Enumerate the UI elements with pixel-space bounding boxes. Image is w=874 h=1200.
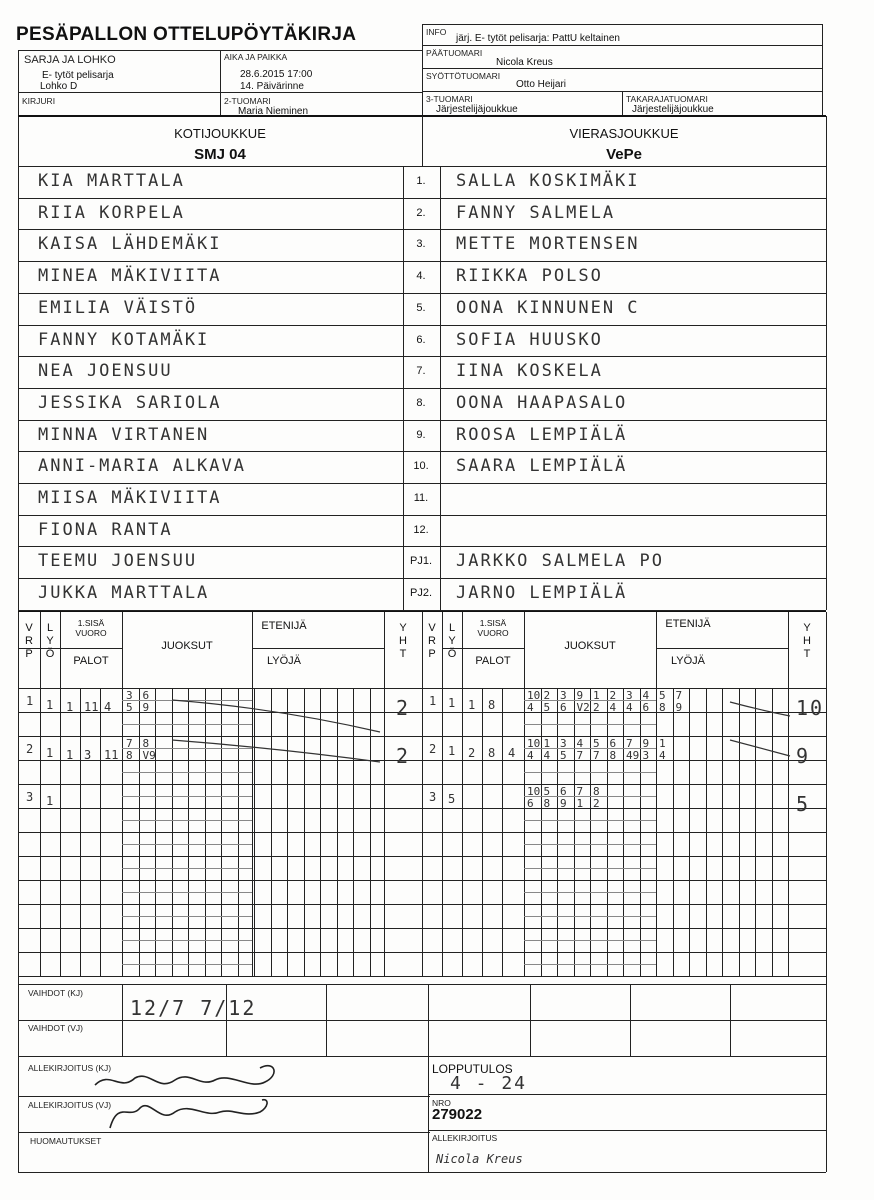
run-top-away: 2 <box>609 689 617 702</box>
run-top-away: 5 <box>543 785 551 798</box>
run-top-away: 10 <box>527 785 541 798</box>
footer-grid-line <box>428 1094 826 1095</box>
inning-c2-away: 8 <box>488 698 496 712</box>
huomautukset-label: HUOMAUTUKSET <box>30 1136 102 1146</box>
nro-value: 279022 <box>432 1106 483 1123</box>
header-yht: Y H T <box>399 622 407 660</box>
allekirjoitus-kj-label: ALLEKIRJOITUS (KJ) <box>28 1063 112 1073</box>
run-bottom-away: 8 <box>543 797 551 810</box>
header-etenija: ETENIJÄ <box>261 620 307 632</box>
inning-number-away: 1 <box>429 694 437 708</box>
run-bottom-away: 7 <box>576 749 584 762</box>
run-bottom-away: 8 <box>659 701 666 714</box>
run-bottom-away: 4 <box>527 701 534 714</box>
info-label: INFO <box>426 27 447 37</box>
roster-num: 5. <box>416 301 426 314</box>
inning-c3: 11 <box>104 748 119 762</box>
roster-away-name: RIIKKA POLSO <box>456 266 603 287</box>
run-top-away: 4 <box>576 737 584 750</box>
roster-away-name: OONA HAAPASALO <box>456 392 628 413</box>
date-value: 28.6.2015 17:00 <box>240 69 313 80</box>
run-top-away: 5 <box>593 737 600 750</box>
inning-c1: 1 <box>66 748 74 762</box>
run-bottom-away: 3 <box>642 749 650 762</box>
inning-total: 2 <box>396 696 411 720</box>
header-yht-away: Y H T <box>803 622 811 660</box>
roster-away-name: ROOSA LEMPIÄLÄ <box>456 424 628 445</box>
roster-home-name: EMILIA VÄISTÖ <box>38 297 198 318</box>
run-top-away: 9 <box>642 737 650 750</box>
run-top-away: 1 <box>659 737 666 750</box>
footer-grid-line <box>226 984 227 1056</box>
roster-away-name: OONA KINNUNEN C <box>456 297 640 318</box>
footer-grid-line <box>18 1056 826 1057</box>
header-lyo-away: L Y Ö <box>447 622 457 660</box>
run-bottom-away: 9 <box>560 797 567 810</box>
roster-num: 3. <box>416 238 426 251</box>
roster-away-name: IINA KOSKELA <box>456 361 603 382</box>
run-top-away: 7 <box>626 737 633 750</box>
inning-number: 2 <box>26 742 34 756</box>
tuomari2-value: Maria Nieminen <box>238 106 309 117</box>
strike-line <box>172 740 380 762</box>
header-lyoja-away: LYÖJÄ <box>670 655 706 667</box>
roster-num: PJ2. <box>409 587 432 600</box>
inning-c2-away: 8 <box>488 746 496 760</box>
roster-away-name: JARKKO SALMELA PO <box>456 551 664 572</box>
roster-num: 6. <box>416 333 426 346</box>
roster-num: 9. <box>416 428 426 441</box>
inning-batter: 1 <box>46 698 54 712</box>
header-juoksut-away: JUOKSUT <box>564 640 616 652</box>
allekirjoitus-label: ALLEKIRJOITUS <box>432 1133 498 1143</box>
inning-batter-away: 5 <box>448 792 456 806</box>
roster-away-name: FANNY SALMELA <box>456 202 616 223</box>
vaihdot-vj-label: VAIHDOT (VJ) <box>28 1023 83 1033</box>
run-top: 7 <box>126 737 133 750</box>
run-top-away: 10 <box>527 737 541 750</box>
inning-c2: 11 <box>84 700 99 714</box>
run-bottom: 9 <box>142 701 150 714</box>
lopputulos-label: LOPPUTULOS <box>432 1062 513 1076</box>
run-top-away: 9 <box>576 689 584 702</box>
inning-number-away: 3 <box>429 790 437 804</box>
run-bottom-away: 4 <box>626 701 633 714</box>
run-top: 8 <box>142 737 150 750</box>
inning-c1: 1 <box>66 700 74 714</box>
roster-home-name: RIIA KORPELA <box>38 202 185 223</box>
roster-home-name: KAISA LÄHDEMÄKI <box>38 234 222 255</box>
run-top-away: 7 <box>675 689 683 702</box>
inning-batter: 1 <box>46 794 54 808</box>
sarja-label: SARJA JA LOHKO <box>24 54 116 66</box>
aika-label: AIKA JA PAIKKA <box>224 52 288 62</box>
run-top: 6 <box>142 689 150 702</box>
run-top-away: 6 <box>609 737 617 750</box>
run-bottom: V9 <box>142 749 156 762</box>
run-bottom-away: 4 <box>659 749 666 762</box>
footer-grid-line <box>428 1130 826 1131</box>
run-bottom-away: V2 <box>576 701 590 714</box>
roster-home-name: FIONA RANTA <box>38 519 173 540</box>
run-top-away: 10 <box>527 689 541 702</box>
header-sisa-away: 1.SISÄ VUORO <box>477 618 509 638</box>
footer-grid-line <box>18 1132 430 1133</box>
roster-num: 10. <box>413 460 429 473</box>
footer-grid-line <box>326 984 327 1056</box>
run-bottom-away: 5 <box>543 701 551 714</box>
inning-batter: 1 <box>46 746 54 760</box>
inning-number: 3 <box>26 790 34 804</box>
footer-grid-line <box>428 1056 429 1172</box>
vaihdot-kj-value: 12/7 7/12 <box>130 996 257 1020</box>
header-etenija-away: ETENIJÄ <box>665 618 711 630</box>
run-bottom-away: 6 <box>527 797 534 810</box>
syottotuomari-value: Otto Heijari <box>516 79 567 90</box>
run-bottom-away: 4 <box>527 749 534 762</box>
allekirjoitus-value: Nicola Kreus <box>436 1152 523 1166</box>
footer-grid-line <box>630 984 631 1056</box>
home-team-label: KOTIJOUKKUE <box>174 126 266 141</box>
run-top: 3 <box>126 689 133 702</box>
tuomari3-label: 3-TUOMARI <box>426 94 473 104</box>
roster-home-name: MIISA MÄKIVIITA <box>38 488 222 508</box>
inning-c3: 4 <box>104 700 112 714</box>
header-lyo: L Y Ö <box>45 622 55 660</box>
roster-home-name: JUKKA MARTTALA <box>38 583 210 604</box>
strike-line <box>730 702 790 716</box>
run-top-away: 5 <box>659 689 666 702</box>
run-bottom: 5 <box>126 701 133 714</box>
run-top-away: 6 <box>560 785 567 798</box>
run-top-away: 4 <box>642 689 650 702</box>
roster-home-name: ANNI-MARIA ALKAVA <box>38 456 246 477</box>
run-bottom-away: 9 <box>675 701 683 714</box>
inning-number: 1 <box>26 694 34 708</box>
roster-home-name: JESSIKA SARIOLA <box>38 392 222 413</box>
inning-number-away: 2 <box>429 742 437 756</box>
run-bottom: 8 <box>126 749 133 762</box>
header-vrp: V R P <box>25 622 33 660</box>
header-sisa: 1.SISÄ VUORO <box>75 618 107 638</box>
lohko-value: Lohko D <box>40 81 78 92</box>
roster-away-name: SAARA LEMPIÄLÄ <box>456 456 628 477</box>
paatuomari-value: Nicola Kreus <box>496 57 553 68</box>
lopputulos-value: 4 - 24 <box>450 1073 528 1094</box>
run-bottom-away: 6 <box>642 701 650 714</box>
sarja-value: E- tytöt pelisarja <box>42 70 114 81</box>
roster-away-name: SOFIA HUUSKO <box>456 329 603 350</box>
kirjuri-label: KIRJURI <box>22 96 56 106</box>
inning-c2: 3 <box>84 748 92 762</box>
place-value: 14. Päivärinne <box>240 81 304 92</box>
roster-num: 11. <box>413 492 429 504</box>
roster-num: 12. <box>413 523 429 536</box>
inning-batter-away: 1 <box>448 744 456 758</box>
run-bottom-away: 2 <box>593 701 600 714</box>
nro-label: NRO <box>432 1098 451 1108</box>
takaraja-label: TAKARAJATUOMARI <box>626 94 708 104</box>
vaihdot-kj-label: VAIHDOT (KJ) <box>28 988 83 998</box>
footer-grid-line <box>18 1172 826 1173</box>
run-top-away: 3 <box>560 737 567 750</box>
roster-home-name: FANNY KOTAMÄKI <box>38 329 210 350</box>
inning-total: 2 <box>396 744 411 768</box>
run-top-away: 3 <box>560 689 567 702</box>
header-vrp-away: V R P <box>428 622 436 660</box>
inning-c3-away: 4 <box>508 746 516 760</box>
footer-grid-line <box>18 1096 430 1097</box>
syottotuomari-label: SYÖTTÖTUOMARI <box>426 71 501 81</box>
header-juoksut: JUOKSUT <box>161 640 213 652</box>
run-top-away: 3 <box>626 689 633 702</box>
run-top-away: 1 <box>593 689 600 702</box>
takaraja-value: Järjestelijäjoukkue <box>632 104 714 115</box>
inning-total-away: 10 <box>796 696 825 720</box>
run-top-away: 1 <box>543 737 551 750</box>
inning-c1-away: 2 <box>468 746 476 760</box>
roster-home-name: TEEMU JOENSUU <box>38 551 198 572</box>
away-team-label: VIERASJOUKKUE <box>569 126 679 141</box>
inning-batter-away: 1 <box>448 696 456 710</box>
roster-away-name: SALLA KOSKIMÄKI <box>456 171 640 191</box>
footer-grid-line <box>122 984 123 1056</box>
strike-line <box>730 740 790 756</box>
footer-grid-line <box>428 984 429 1056</box>
run-bottom-away: 6 <box>560 701 567 714</box>
run-bottom-away: 4 <box>543 749 551 762</box>
roster-away-name: JARNO LEMPIÄLÄ <box>456 583 628 604</box>
info-value: järj. E- tytöt pelisarja: PattU keltainen <box>456 33 620 44</box>
page-title: PESÄPALLON OTTELUPÖYTÄKIRJA <box>16 24 357 45</box>
roster-away-name: METTE MORTENSEN <box>456 234 640 255</box>
roster-home-name: NEA JOENSUU <box>38 361 173 382</box>
roster-num: 7. <box>416 365 426 378</box>
run-bottom-away: 4 <box>609 701 617 714</box>
roster-num: 1. <box>416 175 426 187</box>
run-top-away: 8 <box>593 785 600 798</box>
roster-home-name: MINEA MÄKIVIITA <box>38 266 222 287</box>
roster-home-name: MINNA VIRTANEN <box>38 424 210 445</box>
inning-total-away: 9 <box>796 744 811 768</box>
away-team-name: VePe <box>606 146 642 163</box>
roster-num: 2. <box>416 206 426 219</box>
paatuomari-label: PÄÄTUOMARI <box>426 48 483 58</box>
allekirjoitus-vj-label: ALLEKIRJOITUS (VJ) <box>28 1100 112 1110</box>
header-palot-away: PALOT <box>475 655 511 667</box>
run-bottom-away: 7 <box>593 749 600 762</box>
tuomari2-label: 2-TUOMARI <box>224 96 271 106</box>
inning-total-away: 5 <box>796 792 811 816</box>
footer-grid-line <box>18 984 826 985</box>
roster-num: 4. <box>416 270 426 283</box>
footer-grid-line <box>730 984 731 1056</box>
strike-line <box>172 700 380 732</box>
run-bottom-away: 5 <box>560 749 567 762</box>
run-bottom-away: 2 <box>593 797 600 810</box>
run-bottom-away: 1 <box>576 797 584 810</box>
footer-grid-line <box>18 1020 826 1021</box>
tuomari3-value: Järjestelijäjoukkue <box>436 104 518 115</box>
run-bottom-away: 8 <box>609 749 617 762</box>
run-bottom-away: 49 <box>626 749 640 762</box>
home-team-name: SMJ 04 <box>194 146 246 163</box>
roster-home-name: KIA MARTTALA <box>38 171 185 191</box>
roster-num: PJ1. <box>409 555 432 568</box>
inning-c1-away: 1 <box>468 698 476 712</box>
footer-grid-line <box>826 976 827 1172</box>
roster-num: 8. <box>416 396 426 409</box>
footer-grid-line <box>530 984 531 1056</box>
run-top-away: 2 <box>543 689 551 702</box>
header-palot: PALOT <box>73 655 109 667</box>
run-top-away: 7 <box>576 785 584 798</box>
header-lyoja: LYÖJÄ <box>266 655 302 667</box>
footer-grid-line <box>18 976 19 1172</box>
